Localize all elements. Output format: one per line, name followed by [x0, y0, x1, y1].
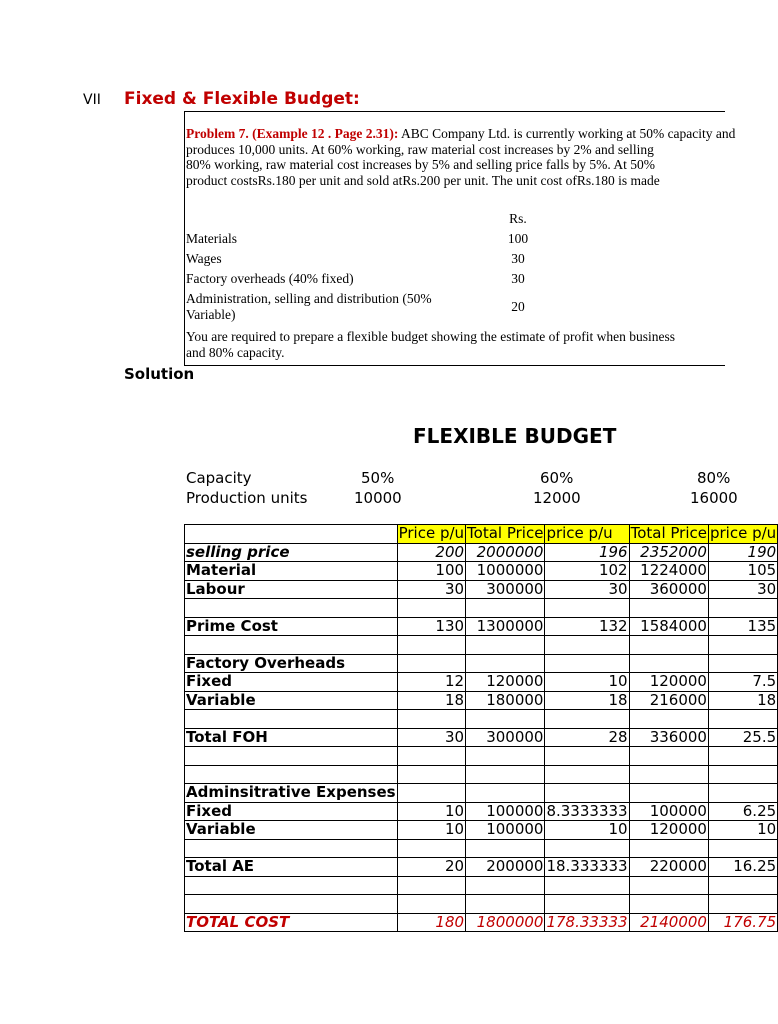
table-cell [466, 599, 545, 618]
row-label [185, 765, 398, 784]
row-label [185, 599, 398, 618]
row-label: Material [185, 562, 398, 581]
table-cell [629, 895, 708, 914]
row-label: Fixed [185, 802, 398, 821]
table-row [185, 543, 778, 562]
cost-value: 20 [511, 299, 525, 314]
row-label: Factory Overheads [185, 654, 398, 673]
row-label: Labour [185, 580, 398, 599]
row-label: Prime Cost [185, 617, 398, 636]
column-header: Total Price [467, 524, 544, 543]
capacity-60: 60% [540, 469, 574, 487]
table-cell: 30 [397, 580, 465, 599]
table-cell [708, 710, 777, 729]
row-label [185, 636, 398, 655]
column-header [185, 525, 398, 544]
table-cell: 10 [708, 821, 777, 840]
table-cell: 178.33333 [546, 912, 628, 931]
table-cell [629, 747, 708, 766]
table-cell [466, 839, 545, 858]
table-cell: 180000 [466, 691, 545, 710]
table-cell [708, 895, 777, 914]
table-cell [708, 636, 777, 655]
column-header: price p/u [709, 524, 777, 543]
table-cell: 102 [545, 562, 629, 581]
table-cell [708, 654, 777, 673]
table-cell: 10 [545, 821, 629, 840]
requirement-text [186, 329, 675, 360]
table-cell [629, 784, 708, 803]
cost-label: Factory overheads (40% fixed) [186, 271, 354, 286]
table-cell: 18 [545, 691, 629, 710]
table-cell [545, 895, 629, 914]
table-cell: 130 [397, 617, 465, 636]
table-cell: 180 [397, 913, 465, 932]
table-row [185, 710, 778, 729]
table-row [185, 913, 778, 932]
table-cell: 200000 [466, 858, 545, 877]
table-cell: 100000 [466, 821, 545, 840]
table-cell: 16.25 [708, 858, 777, 877]
row-label: Fixed [185, 673, 398, 692]
table-row [185, 617, 778, 636]
row-label [185, 876, 398, 895]
table-cell: 200 [397, 543, 465, 562]
table-cell: 30 [397, 728, 465, 747]
table-cell: 1800000 [466, 913, 545, 932]
row-label: Total FOH [185, 728, 398, 747]
capacity-50: 50% [361, 469, 395, 487]
table-cell [545, 710, 629, 729]
table-header-row [185, 525, 778, 544]
table-cell: 18.333333 [546, 857, 628, 876]
table-cell [708, 599, 777, 618]
table-cell: 10 [397, 821, 465, 840]
table-cell [629, 876, 708, 895]
table-cell: 8.3333333 [546, 801, 628, 820]
table-cell: 220000 [629, 858, 708, 877]
table-cell: 1584000 [629, 617, 708, 636]
table-cell: 28 [545, 728, 629, 747]
row-label: Adminsitrative Expenses [186, 783, 396, 802]
capacity-label: Capacity [186, 469, 252, 487]
cost-value: 30 [511, 251, 525, 266]
table-row [185, 839, 778, 858]
table-row [185, 654, 778, 673]
table-cell [397, 876, 465, 895]
cost-value: 30 [511, 271, 525, 286]
table-row [185, 747, 778, 766]
row-label [185, 747, 398, 766]
table-cell [397, 599, 465, 618]
table-row [185, 765, 778, 784]
table-cell: 1000000 [466, 562, 545, 581]
production-10000: 10000 [354, 489, 402, 507]
table-cell: 105 [708, 562, 777, 581]
table-cell: 18 [397, 691, 465, 710]
production-12000: 12000 [533, 489, 581, 507]
table-cell: 7.5 [708, 673, 777, 692]
table-cell: 120000 [466, 673, 545, 692]
row-label: selling price [185, 543, 398, 562]
table-cell [629, 636, 708, 655]
problem-box [184, 111, 736, 366]
row-label [185, 895, 398, 914]
table-cell: 2000000 [466, 543, 545, 562]
table-row [185, 821, 778, 840]
row-label: Total AE [185, 858, 398, 877]
table-cell [466, 747, 545, 766]
cost-row-factory-overheads [186, 271, 525, 287]
table-cell: 2140000 [629, 913, 708, 932]
cost-row-administration [186, 291, 525, 322]
table-cell [545, 876, 629, 895]
production-label: Production units [186, 489, 308, 507]
problem-line-1: ABC Company Ltd. is currently working at 50% capacity and [398, 126, 736, 141]
table-cell: 176.75 [708, 913, 777, 932]
row-label: Variable [185, 691, 398, 710]
table-cell [466, 876, 545, 895]
table-cell [545, 839, 629, 858]
requirement-line-1: You are required to prepare a flexible budget showing the estimate of profit when business [186, 329, 675, 344]
table-cell [629, 599, 708, 618]
column-header: Price p/u [398, 524, 465, 543]
cost-row-materials [186, 231, 529, 247]
table-cell [466, 784, 545, 803]
table-cell [397, 636, 465, 655]
table-cell [545, 784, 629, 803]
table-cell [397, 747, 465, 766]
row-label [185, 710, 398, 729]
table-cell [708, 839, 777, 858]
problem-lead: Problem 7. (Example 12 . Page 2.31): [186, 126, 399, 141]
solution-label: Solution [124, 365, 195, 383]
table-cell [466, 710, 545, 729]
table-cell [397, 710, 465, 729]
table-cell [397, 895, 465, 914]
table-row [185, 580, 778, 599]
cost-label: Wages [186, 251, 222, 266]
problem-line-2: produces 10,000 units. At 60% working, raw material cost increases by 2% and selling [186, 141, 654, 157]
table-cell: 100000 [466, 802, 545, 821]
table-cell: 2352000 [629, 543, 708, 562]
table-row [185, 562, 778, 581]
table-cell [545, 636, 629, 655]
table-cell [708, 747, 777, 766]
section-title: Fixed & Flexible Budget: [124, 89, 360, 109]
table-cell [466, 636, 545, 655]
table-cell: 196 [545, 543, 629, 562]
table-cell: 300000 [466, 728, 545, 747]
table-cell: 135 [708, 617, 777, 636]
table-cell [708, 765, 777, 784]
table-row [185, 858, 778, 877]
cost-label-cont: Variable) [186, 306, 236, 322]
table-cell: 132 [545, 617, 629, 636]
table-cell [708, 876, 777, 895]
table-cell [629, 710, 708, 729]
table-cell: 190 [708, 543, 777, 562]
table-cell [397, 784, 465, 803]
table-cell: 120000 [629, 821, 708, 840]
table-cell [545, 654, 629, 673]
problem-line-3: 80% working, raw material cost increases by 5% and selling price falls by 5%. At 50% [186, 157, 655, 173]
table-cell: 336000 [629, 728, 708, 747]
table-cell: 12 [397, 673, 465, 692]
table-cell: 216000 [629, 691, 708, 710]
cost-label: Administration, selling and distribution (50% [186, 291, 432, 306]
table-cell [397, 839, 465, 858]
table-row [185, 691, 778, 710]
table-cell: 360000 [629, 580, 708, 599]
table-cell: 6.25 [708, 802, 777, 821]
budget-title: FLEXIBLE BUDGET [413, 424, 617, 448]
table-cell [708, 784, 777, 803]
table-row [185, 876, 778, 895]
table-row [185, 802, 778, 821]
table-cell: 10 [397, 802, 465, 821]
table-cell [545, 599, 629, 618]
table-row [185, 636, 778, 655]
capacity-80: 80% [697, 469, 731, 487]
flexible-budget-table [184, 524, 778, 932]
row-label: Variable [185, 821, 398, 840]
cost-label: Materials [186, 231, 237, 246]
column-header: price p/u [545, 525, 629, 544]
table-cell: 30 [708, 580, 777, 599]
table-cell: 1300000 [466, 617, 545, 636]
table-row [185, 784, 778, 803]
table-cell [397, 654, 465, 673]
table-row [185, 599, 778, 618]
table-cell [466, 765, 545, 784]
table-cell [397, 765, 465, 784]
row-label: TOTAL COST [185, 913, 398, 932]
table-cell: 25.5 [708, 728, 777, 747]
table-cell: 300000 [466, 580, 545, 599]
row-label [185, 839, 398, 858]
problem-statement [186, 126, 735, 188]
table-cell [545, 747, 629, 766]
table-row [185, 673, 778, 692]
table-cell: 10 [545, 673, 629, 692]
table-cell: 1224000 [629, 562, 708, 581]
column-header: Total Price [630, 524, 707, 543]
table-cell [466, 654, 545, 673]
cost-value: 100 [507, 231, 529, 246]
table-cell [629, 654, 708, 673]
table-cell [629, 839, 708, 858]
table-cell [629, 765, 708, 784]
requirement-line-2: and 80% capacity. [186, 344, 285, 360]
table-cell: 120000 [629, 673, 708, 692]
problem-line-4: product costsRs.180 per unit and sold atRs.200 per unit. The unit cost ofRs.180 is made [186, 172, 660, 188]
table-cell [545, 765, 629, 784]
cost-row-wages [186, 251, 525, 267]
rs-header: Rs. [509, 211, 527, 226]
section-number: VII [83, 92, 101, 108]
table-cell: 100000 [629, 802, 708, 821]
table-cell: 18 [708, 691, 777, 710]
table-cell: 100 [397, 562, 465, 581]
table-cell [466, 895, 545, 914]
table-row [185, 728, 778, 747]
table-row [185, 895, 778, 914]
table-cell: 20 [397, 858, 465, 877]
production-16000: 16000 [690, 489, 738, 507]
table-cell: 30 [545, 580, 629, 599]
